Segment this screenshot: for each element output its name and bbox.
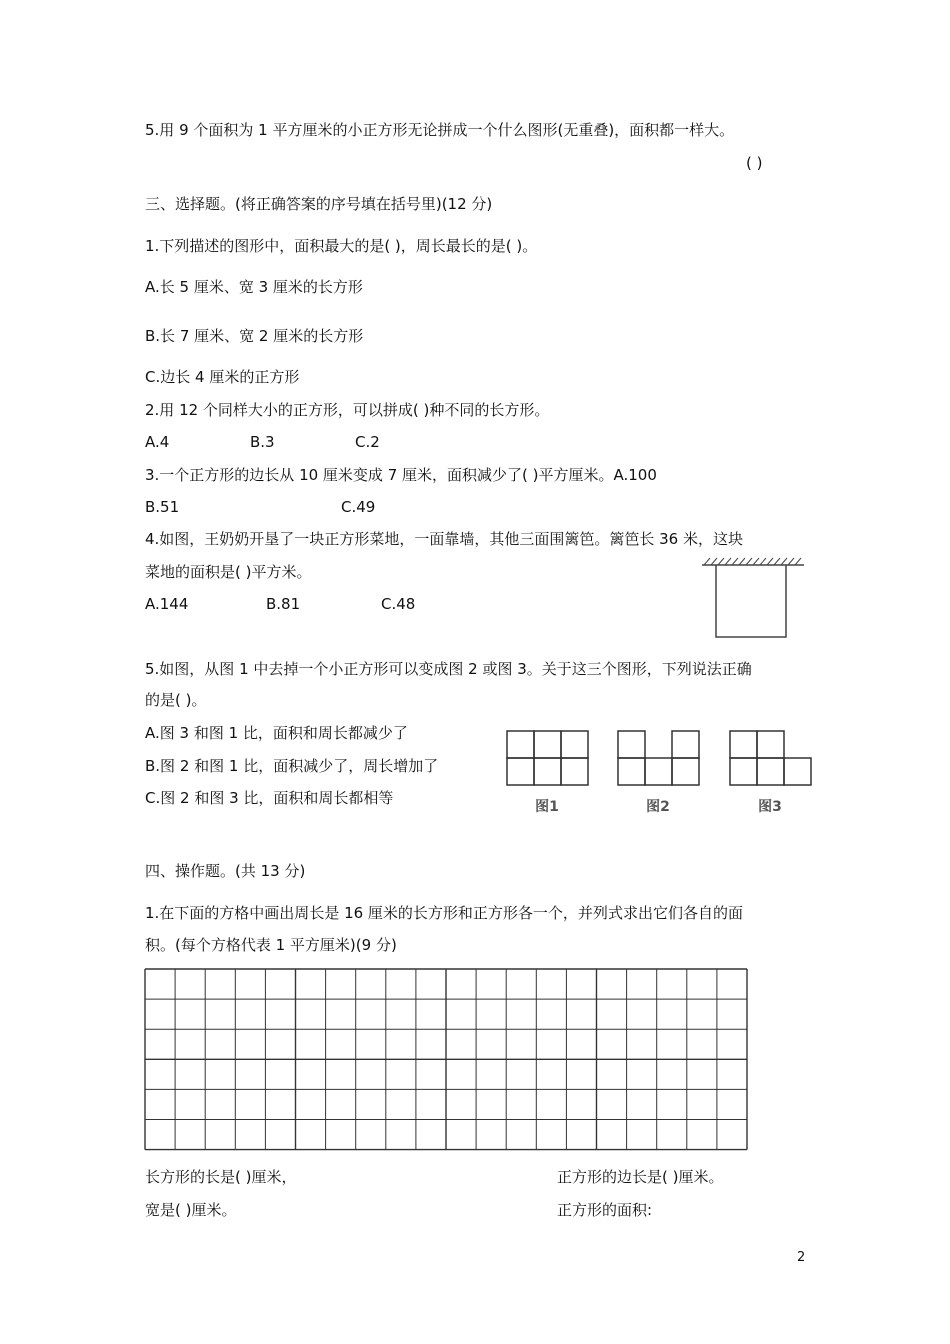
- drawing-grid[interactable]: [143, 967, 749, 1153]
- q1-option-c: C.边长 4 厘米的正方形: [145, 368, 300, 386]
- q2-option-a: A.4: [145, 433, 170, 451]
- q4-option-a: A.144: [145, 595, 189, 613]
- rect-width-prompt: 宽是( )厘米。: [145, 1201, 237, 1219]
- q5-option-a: A.图 3 和图 1 比，面积和周长都减少了: [145, 724, 408, 742]
- q3-option-c: C.49: [341, 498, 376, 516]
- q3-option-b: B.51: [145, 498, 180, 516]
- operation-question-1-line2: 积。(每个方格代表 1 平方厘米)(9 分): [145, 936, 397, 954]
- q2-option-c: C.2: [355, 433, 380, 451]
- q1-option-b: B.长 7 厘米、宽 2 厘米的长方形: [145, 327, 364, 345]
- garden-wall-figure: [700, 555, 810, 645]
- answer-blank[interactable]: ( ): [746, 154, 763, 172]
- q5-option-c: C.图 2 和图 3 比，面积和周长都相等: [145, 789, 394, 807]
- choice-question-4-line2: 菜地的面积是( )平方米。: [145, 563, 312, 581]
- rect-length-prompt: 长方形的长是( )厘米，: [145, 1168, 297, 1186]
- operation-question-1-line1: 1.在下面的方格中画出周长是 16 厘米的长方形和正方形各一个，并列式求出它们各自的面: [145, 904, 743, 922]
- figure-1: [507, 731, 588, 785]
- figure-1-label: 图1: [535, 799, 559, 815]
- choice-question-5-line1: 5.如图，从图 1 中去掉一个小正方形可以变成图 2 或图 3。关于这三个图形，下列说法正确: [145, 660, 752, 678]
- q5-option-b: B.图 2 和图 1 比，面积减少了，周长增加了: [145, 757, 439, 775]
- section-heading-choice: 三、选择题。(将正确答案的序号填在括号里)(12 分): [145, 195, 493, 213]
- choice-question-5-line2: 的是( )。: [145, 691, 207, 709]
- section-heading-operation: 四、操作题。(共 13 分): [145, 862, 306, 880]
- q2-option-b: B.3: [250, 433, 275, 451]
- square-area-prompt: 正方形的面积:: [557, 1201, 653, 1219]
- choice-question-4-line1: 4.如图，王奶奶开垦了一块正方形菜地，一面靠墙，其他三面围篱笆。篱笆长 36 米，这块: [145, 530, 743, 548]
- figure-3: [730, 731, 811, 785]
- choice-question-1: 1.下列描述的图形中，面积最大的是( )，周长最长的是( )。: [145, 237, 538, 255]
- q4-option-c: C.48: [381, 595, 416, 613]
- q1-option-a: A.长 5 厘米、宽 3 厘米的长方形: [145, 278, 363, 296]
- figure-2: [618, 731, 699, 785]
- figure-2-label: 图2: [646, 799, 670, 815]
- square-side-prompt: 正方形的边长是( )厘米。: [557, 1168, 724, 1186]
- q4-option-b: B.81: [266, 595, 301, 613]
- square-figures: [505, 729, 817, 819]
- figure-3-label: 图3: [758, 799, 782, 815]
- page-number: 2: [797, 1250, 806, 1265]
- choice-question-3: 3.一个正方形的边长从 10 厘米变成 7 厘米，面积减少了( )平方厘米。A.100: [145, 466, 657, 484]
- true-false-question-5: 5.用 9 个面积为 1 平方厘米的小正方形无论拼成一个什么图形(无重叠)，面积都一样大。: [145, 121, 735, 139]
- choice-question-2: 2.用 12 个同样大小的正方形，可以拼成( )种不同的长方形。: [145, 401, 550, 419]
